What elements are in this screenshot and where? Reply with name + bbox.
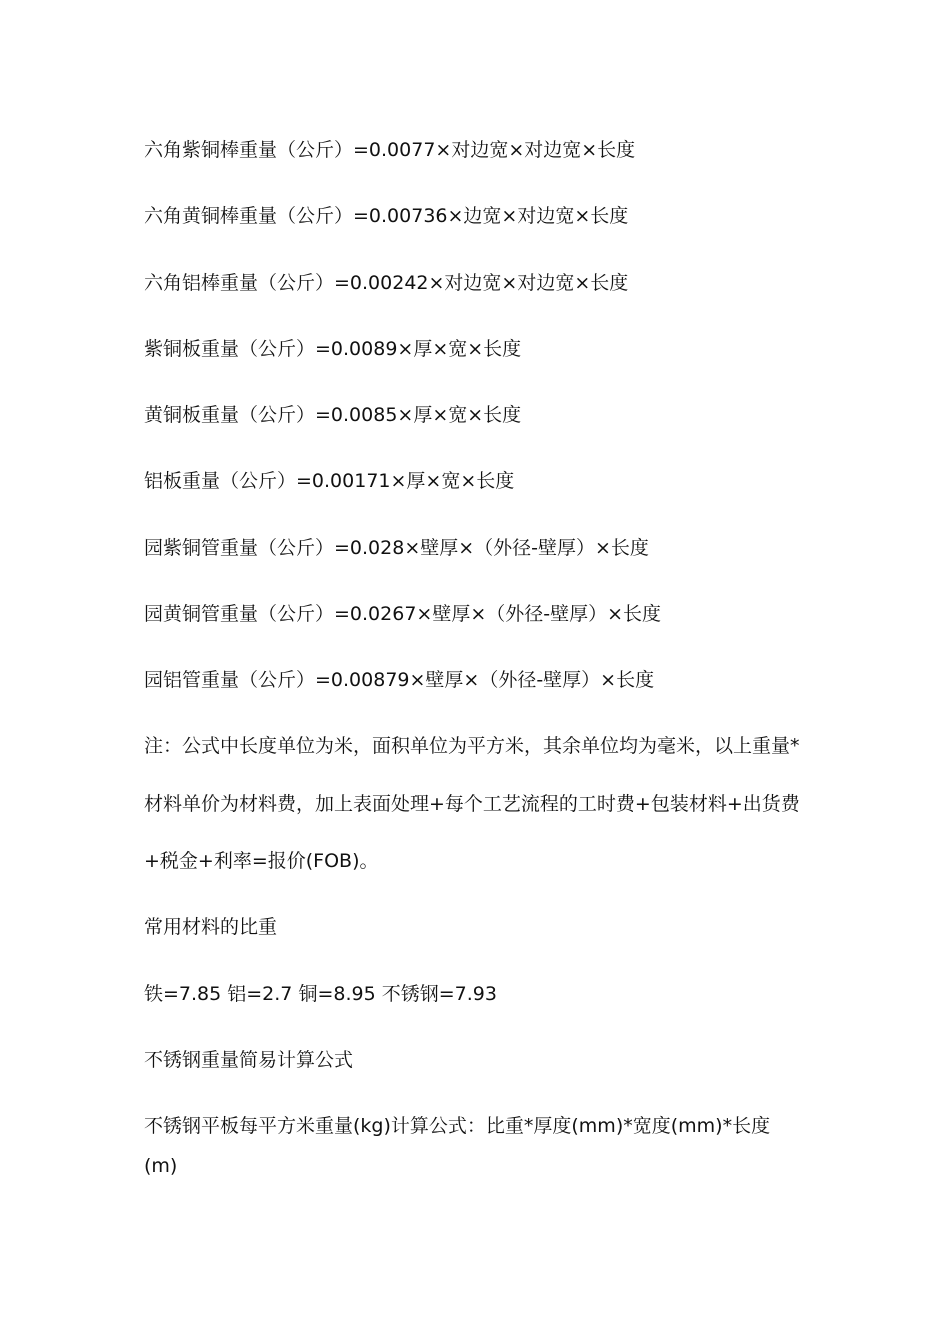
density-heading: 常用材料的比重 [144,916,278,938]
formula-hex-brass-bar: 六角黄铜棒重量（公斤）=0.00736×边宽×对边宽×长度 [144,205,629,227]
note-line-2: 材料单价为材料费，加上表面处理+每个工艺流程的工时费+包装材料+出货费 [144,793,800,815]
stainless-formula-line-1: 不锈钢平板每平方米重量(kg)计算公式：比重*厚度(mm)*宽度(mm)*长度 [144,1115,771,1137]
formula-round-brass-tube: 园黄铜管重量（公斤）=0.0267×壁厚×（外径-壁厚）×长度 [144,603,662,625]
formula-brass-plate: 黄铜板重量（公斤）=0.0085×厚×宽×长度 [144,404,522,426]
stainless-heading: 不锈钢重量简易计算公式 [144,1049,354,1071]
formula-red-copper-plate: 紫铜板重量（公斤）=0.0089×厚×宽×长度 [144,338,522,360]
formula-hex-red-copper-bar: 六角紫铜棒重量（公斤）=0.0077×对边宽×对边宽×长度 [144,139,636,161]
density-values: 铁=7.85 铝=2.7 铜=8.95 不锈钢=7.93 [144,983,497,1005]
note-line-1: 注：公式中长度单位为米，面积单位为平方米，其余单位均为毫米，以上重量* [144,735,800,757]
formula-hex-aluminum-bar: 六角铝棒重量（公斤）=0.00242×对边宽×对边宽×长度 [144,272,629,294]
formula-round-red-copper-tube: 园紫铜管重量（公斤）=0.028×壁厚×（外径-壁厚）×长度 [144,537,649,559]
stainless-formula-line-2: (m) [144,1155,178,1177]
formula-round-aluminum-tube: 园铝管重量（公斤）=0.00879×壁厚×（外径-壁厚）×长度 [144,669,655,691]
note-line-3: +税金+利率=报价(FOB)。 [144,850,379,872]
formula-aluminum-plate: 铝板重量（公斤）=0.00171×厚×宽×长度 [144,470,515,492]
